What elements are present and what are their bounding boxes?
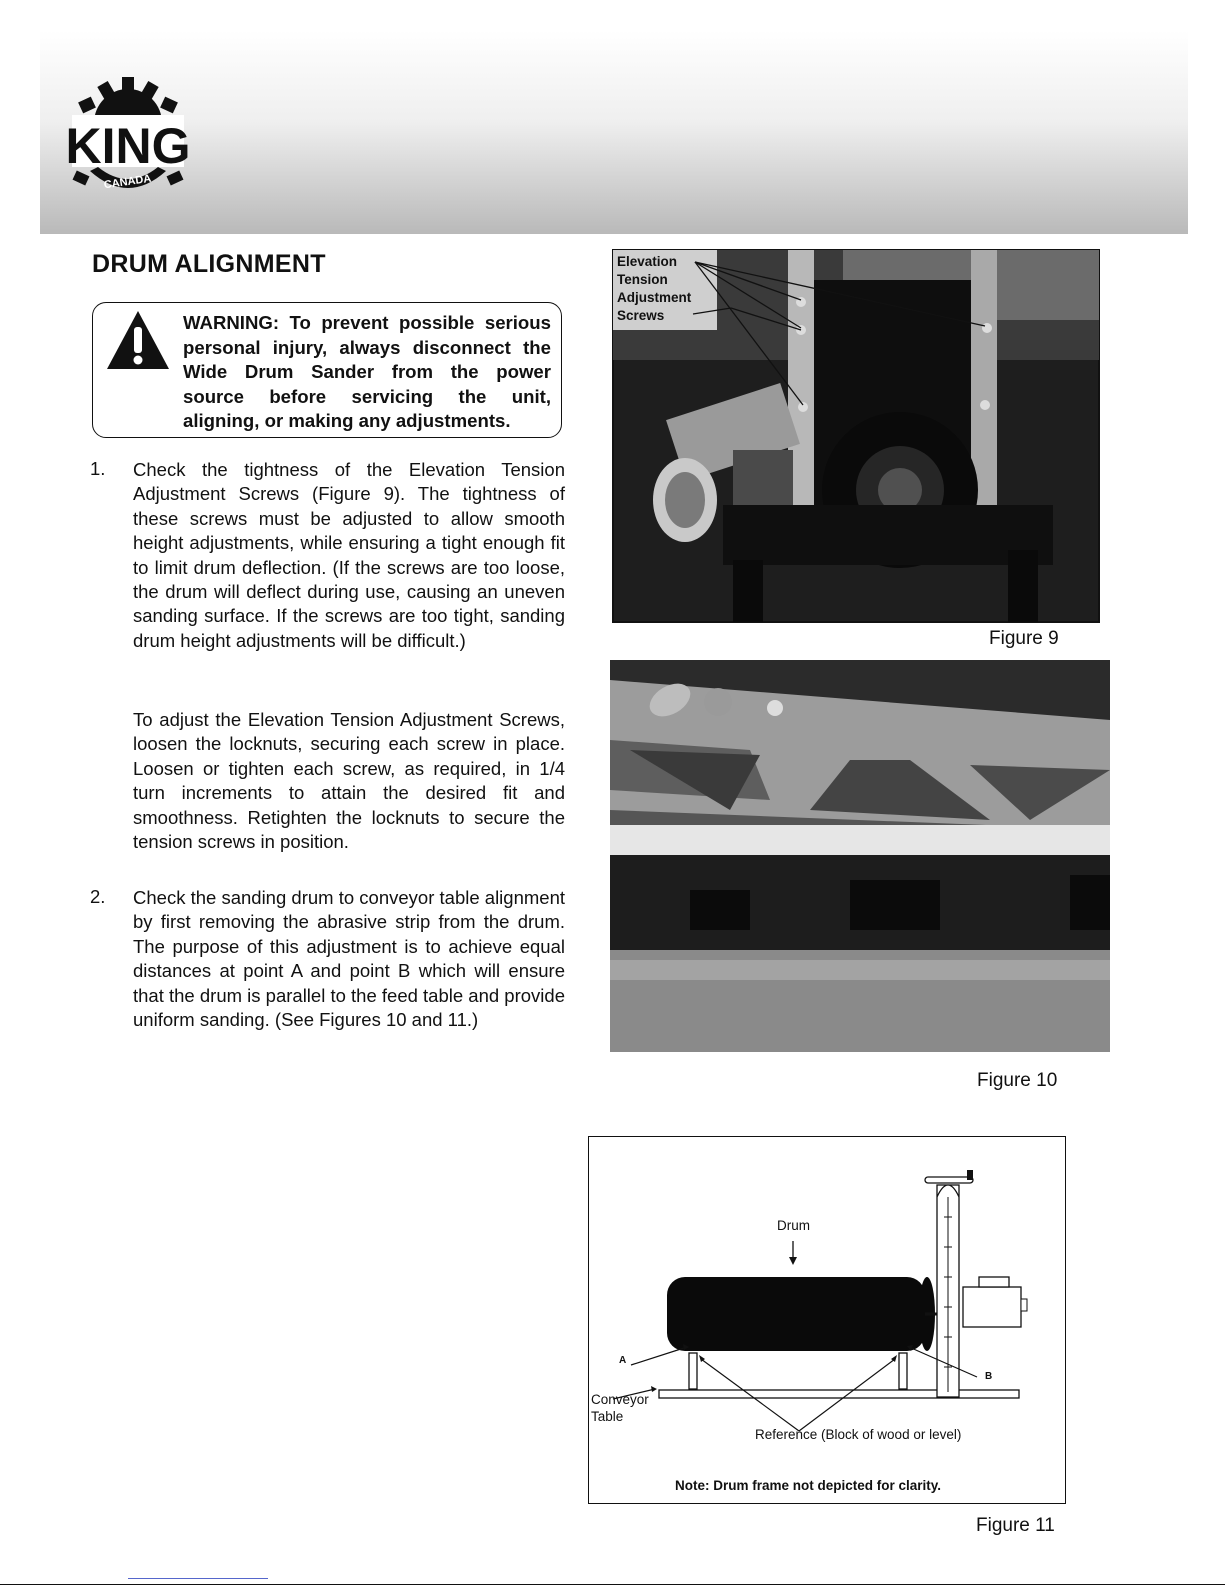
figure-9-caption: Figure 9 — [989, 628, 1059, 649]
point-b-label: B — [985, 1371, 993, 1382]
table-label: Table — [591, 1409, 624, 1424]
section-title: DRUM ALIGNMENT — [92, 250, 326, 278]
figure-9-label-line: Tension — [617, 272, 668, 287]
reference-label: Reference (Block of wood or level) — [755, 1427, 962, 1442]
figure-9-label-line: Adjustment — [617, 290, 692, 305]
figure-9-photo — [613, 250, 1099, 622]
figure-11-diagram — [588, 1136, 1066, 1504]
step-paragraph: Check the sanding drum to conveyor table alignment by first removing the abrasive strip from the drum. The purpose of this adjustment is to achieve equal distances at point A and point B which will ensure that the drum is parallel to the feed table and provide uniform sanding. (See Figures 10 and 11.) — [133, 887, 565, 1031]
step-paragraph: Check the tightness of the Elevation Tension Adjustment Screws (Figure 9). The tightness of these screws must be adjusted to allow smooth height adjustments, while ensuring a tight enough fit to limit drum deflection. (If the screws are too loose, the drum will deflect during use, causing an uneven sanding surface. If the screws are too tight, sanding drum height adjustments will be difficult.) — [133, 459, 565, 651]
conveyor-label: Conveyor — [591, 1392, 649, 1407]
figure-9-label-line: Elevation — [617, 254, 678, 269]
warning-text: WARNING: To prevent possible serious personal injury, always disconnect the Wide Drum Sander from the power source before servicing the unit, aligning, or making any adjustments. — [183, 312, 551, 431]
warning-box — [92, 302, 562, 438]
logo-text: KING — [65, 118, 191, 174]
warning-triangle-icon — [105, 309, 171, 371]
diagram-note: Note: Drum frame not depicted for clarity. — [675, 1478, 942, 1493]
step-number: 1. — [90, 458, 106, 479]
figure-10-photo — [610, 660, 1110, 1052]
point-a-label: A — [619, 1355, 627, 1366]
header-band — [40, 30, 1188, 234]
figure-11-drawing — [589, 1137, 1065, 1503]
step-number: 2. — [90, 886, 106, 907]
drum-label: Drum — [777, 1218, 810, 1233]
figure-10-caption: Figure 10 — [977, 1070, 1058, 1091]
figure-11-caption: Figure 11 — [976, 1515, 1055, 1536]
king-canada-logo — [65, 75, 191, 199]
logo-subtext: CANADA — [103, 172, 153, 192]
figure-9-label-line: Screws — [617, 308, 665, 323]
step-paragraph: To adjust the Elevation Tension Adjustment Screws, loosen the locknuts, securing each screw in place. Loosen or tighten each screw, as required, in 1/4 turn increments to attain the desired fit and smoothness. Retighten the locknuts to secure the tension screws in position. — [133, 709, 565, 853]
footer-link-line — [128, 1578, 268, 1579]
